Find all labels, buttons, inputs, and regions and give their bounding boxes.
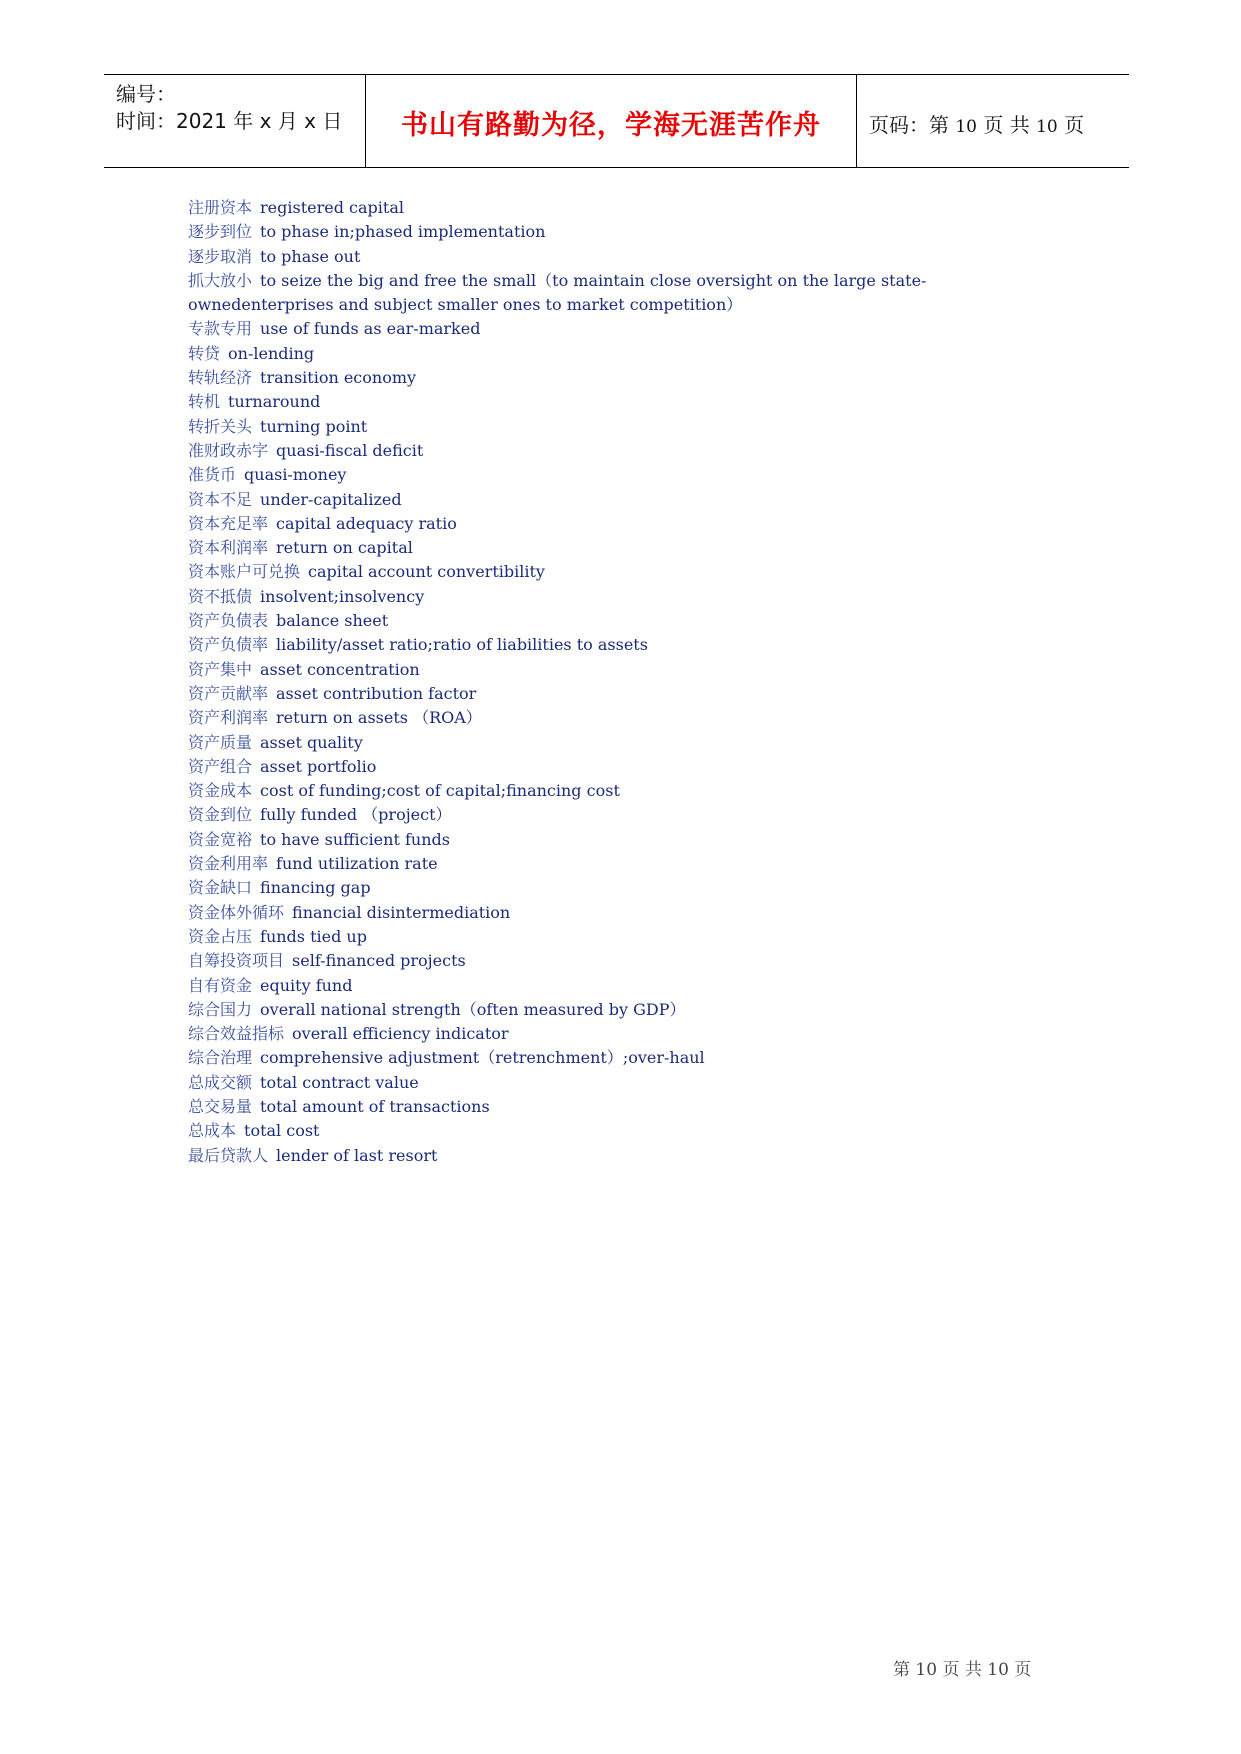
term-zh: 逐步到位 bbox=[188, 222, 253, 242]
glossary-entry bbox=[188, 803, 1068, 827]
glossary-entry bbox=[188, 245, 1068, 269]
term-zh: 转机 bbox=[188, 392, 221, 412]
glossary-entry bbox=[188, 536, 1068, 560]
term-en: on-lending bbox=[228, 343, 315, 363]
term-zh: 资金宽裕 bbox=[188, 829, 253, 849]
glossary-entry bbox=[188, 998, 1068, 1022]
term-en: total amount of transactions bbox=[260, 1096, 490, 1116]
glossary-entry bbox=[188, 658, 1068, 682]
term-en: asset quality bbox=[260, 732, 363, 752]
term-zh: 准货币 bbox=[188, 465, 237, 485]
term-zh: 资本账户可兑换 bbox=[188, 562, 301, 582]
term-en: balance sheet bbox=[276, 611, 389, 631]
glossary-entry bbox=[188, 609, 1068, 633]
glossary-entry bbox=[188, 439, 1068, 463]
glossary-entry bbox=[188, 415, 1068, 439]
header-page-cell bbox=[857, 75, 1129, 167]
glossary-entry bbox=[188, 1095, 1068, 1119]
motto-text: 书山有路勤为径，学海无涯苦作舟 bbox=[401, 110, 821, 141]
glossary-entry bbox=[188, 463, 1068, 487]
term-zh: 资金利用率 bbox=[188, 854, 269, 874]
term-zh: 总交易量 bbox=[188, 1096, 253, 1116]
glossary-entry bbox=[188, 1071, 1068, 1095]
term-en: fund utilization rate bbox=[276, 854, 438, 874]
term-en: under-capitalized bbox=[260, 489, 402, 509]
term-zh: 抓大放小 bbox=[188, 270, 253, 290]
glossary-entry bbox=[188, 1144, 1068, 1168]
term-zh: 资本不足 bbox=[188, 489, 253, 509]
glossary-entry bbox=[188, 1119, 1068, 1143]
term-zh: 逐步取消 bbox=[188, 246, 253, 266]
term-en: equity fund bbox=[260, 975, 353, 995]
glossary-entry bbox=[188, 342, 1068, 366]
term-zh: 资产组合 bbox=[188, 756, 253, 776]
glossary-entry bbox=[188, 317, 1068, 341]
glossary-entry bbox=[188, 366, 1068, 390]
term-zh: 资产贡献率 bbox=[188, 683, 269, 703]
header-motto-cell bbox=[366, 75, 857, 167]
term-en: use of funds as ear-marked bbox=[260, 319, 481, 339]
term-en: registered capital bbox=[260, 198, 404, 217]
term-zh: 最后贷款人 bbox=[188, 1145, 269, 1165]
page-total: 10 bbox=[1036, 117, 1058, 137]
term-zh: 资产集中 bbox=[188, 659, 253, 679]
term-en: asset concentration bbox=[260, 659, 420, 679]
glossary-entry bbox=[188, 1022, 1068, 1046]
term-zh: 注册资本 bbox=[188, 198, 253, 217]
glossary-entry bbox=[188, 488, 1068, 512]
glossary-entry bbox=[188, 779, 1068, 803]
term-zh: 资金体外循环 bbox=[188, 902, 285, 922]
term-en: overall efficiency indicator bbox=[292, 1024, 509, 1044]
glossary-entry bbox=[188, 220, 1068, 244]
header-meta-cell bbox=[104, 75, 366, 167]
term-zh: 资产负债率 bbox=[188, 635, 269, 655]
term-en: financial disintermediation bbox=[292, 902, 511, 922]
term-zh: 转贷 bbox=[188, 343, 221, 363]
term-en: quasi-money bbox=[244, 465, 347, 485]
term-zh: 资本充足率 bbox=[188, 513, 269, 533]
term-en: capital account convertibility bbox=[308, 562, 545, 582]
term-zh: 资金到位 bbox=[188, 805, 253, 825]
term-en: total contract value bbox=[260, 1072, 419, 1092]
glossary-entry bbox=[188, 876, 1068, 900]
serial-number-label: 编号： bbox=[116, 82, 176, 106]
term-en: to phase out bbox=[260, 246, 361, 266]
page-header bbox=[104, 74, 1129, 168]
term-en: financing gap bbox=[260, 878, 371, 898]
page-mid: 页 共 bbox=[983, 113, 1030, 137]
header-page-info bbox=[869, 109, 1084, 138]
glossary-entry bbox=[188, 512, 1068, 536]
term-zh: 综合效益指标 bbox=[188, 1024, 285, 1044]
glossary-entry bbox=[188, 731, 1068, 755]
term-en: turning point bbox=[260, 416, 368, 436]
glossary-entry bbox=[188, 828, 1068, 852]
term-zh: 资金缺口 bbox=[188, 878, 253, 898]
glossary-entry bbox=[188, 949, 1068, 973]
term-en: overall national strength（often measured by GDP） bbox=[260, 999, 686, 1019]
term-zh: 转轨经济 bbox=[188, 368, 253, 388]
page-prefix: 页码：第 bbox=[869, 113, 949, 137]
term-en: capital adequacy ratio bbox=[276, 513, 457, 533]
glossary-entry bbox=[188, 1046, 1068, 1070]
glossary-entry bbox=[188, 925, 1068, 949]
term-en: asset portfolio bbox=[260, 756, 377, 776]
glossary-entry bbox=[188, 682, 1068, 706]
term-en: total cost bbox=[244, 1121, 320, 1141]
date-label: 时间：2021 年 x 月 x 日 bbox=[116, 109, 343, 133]
glossary-entry bbox=[188, 852, 1068, 876]
term-en: comprehensive adjustment（retrenchment）;over-haul bbox=[260, 1048, 705, 1068]
term-en: quasi-fiscal deficit bbox=[276, 440, 424, 460]
term-en: asset contribution factor bbox=[276, 683, 477, 703]
glossary-entry bbox=[188, 269, 1068, 318]
glossary-entry bbox=[188, 706, 1068, 730]
term-zh: 资金占压 bbox=[188, 926, 253, 946]
term-zh: 资本利润率 bbox=[188, 538, 269, 558]
page-suffix: 页 bbox=[1064, 113, 1085, 137]
glossary-entry bbox=[188, 633, 1068, 657]
glossary-entry bbox=[188, 901, 1068, 925]
term-en: self-financed projects bbox=[292, 951, 466, 971]
term-en: return on capital bbox=[276, 538, 413, 558]
term-zh: 综合国力 bbox=[188, 999, 253, 1019]
term-en: to seize the big and free the small（to maintain close oversight on the large state-ownedenterprises and subject smaller ones to market competition） bbox=[188, 270, 927, 315]
term-zh: 资产质量 bbox=[188, 732, 253, 752]
term-en: liability/asset ratio;ratio of liabilities to assets bbox=[276, 635, 648, 655]
term-en: to phase in;phased implementation bbox=[260, 222, 546, 242]
term-zh: 资金成本 bbox=[188, 781, 253, 801]
term-en: transition economy bbox=[260, 368, 417, 388]
term-zh: 综合治理 bbox=[188, 1048, 253, 1068]
glossary-entry bbox=[188, 560, 1068, 584]
term-en: funds tied up bbox=[260, 926, 367, 946]
term-zh: 转折关头 bbox=[188, 416, 253, 436]
glossary-entry bbox=[188, 755, 1068, 779]
glossary-list bbox=[188, 196, 1068, 1168]
term-en: lender of last resort bbox=[276, 1145, 438, 1165]
term-en: to have sufficient funds bbox=[260, 829, 450, 849]
term-zh: 自有资金 bbox=[188, 975, 253, 995]
term-zh: 资产负债表 bbox=[188, 611, 269, 631]
term-zh: 资产利润率 bbox=[188, 708, 269, 728]
term-zh: 资不抵债 bbox=[188, 586, 253, 606]
term-en: insolvent;insolvency bbox=[260, 586, 425, 606]
term-zh: 总成交额 bbox=[188, 1072, 253, 1092]
term-en: cost of funding;cost of capital;financing cost bbox=[260, 781, 620, 801]
page-current: 10 bbox=[955, 117, 977, 137]
glossary-entry bbox=[188, 196, 1068, 220]
glossary-entry bbox=[188, 390, 1068, 414]
term-zh: 准财政赤字 bbox=[188, 440, 269, 460]
page-footer: 第 10 页 共 10 页 bbox=[893, 1660, 1032, 1680]
term-en: turnaround bbox=[228, 392, 321, 412]
term-zh: 自筹投资项目 bbox=[188, 951, 285, 971]
term-en: return on assets （ROA） bbox=[276, 708, 482, 728]
term-zh: 总成本 bbox=[188, 1121, 237, 1141]
glossary-entry bbox=[188, 974, 1068, 998]
term-en: fully funded （project） bbox=[260, 805, 452, 825]
term-zh: 专款专用 bbox=[188, 319, 253, 339]
glossary-entry bbox=[188, 585, 1068, 609]
